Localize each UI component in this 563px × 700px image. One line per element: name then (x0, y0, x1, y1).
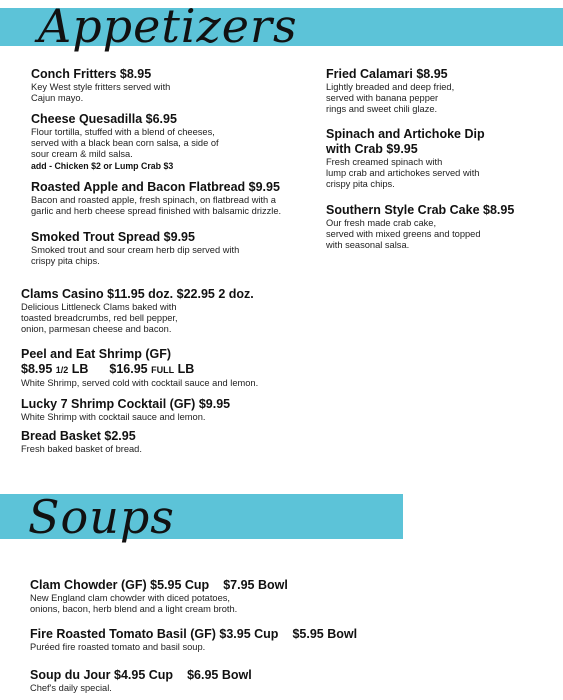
item-name: Roasted Apple and Bacon Flatbread $9.95 (31, 180, 280, 194)
menu-item-tomato-basil (30, 627, 357, 653)
item-desc: Fresh baked basket of bread. (21, 444, 142, 454)
item-price-bowl: $5.95 Bowl (292, 627, 358, 641)
appetizers-title: Appetizers (38, 0, 298, 53)
item-name: Clam Chowder (GF) $5.95 Cup (30, 578, 210, 592)
price-half: $8.95 (21, 362, 53, 376)
item-addon: add - Chicken $2 or Lump Crab $3 (31, 160, 174, 171)
item-desc: garlic and herb cheese spread finished with balsamic drizzle. (31, 206, 282, 217)
item-name: Peel and Eat Shrimp (GF) (21, 347, 172, 361)
item-desc: served with mixed greens and topped (326, 229, 481, 240)
menu-item-fried-calamari (326, 67, 454, 116)
unit-lb: LB (177, 362, 195, 376)
unit-full: FULL (151, 365, 175, 375)
menu-item-spinach-artichoke-dip (326, 127, 485, 191)
item-desc: crispy pita chips. (326, 179, 395, 190)
menu-item-flatbread (31, 180, 281, 217)
item-name: with Crab $9.95 (326, 142, 418, 156)
item-name-line (30, 668, 252, 683)
item-desc: New England clam chowder with diced potatoes, (30, 593, 230, 603)
item-desc: Chef's daily special. (30, 683, 112, 693)
item-desc: with seasonal salsa. (326, 240, 410, 251)
item-name: Fire Roasted Tomato Basil (GF) $3.95 Cup (30, 627, 279, 641)
item-desc: rings and sweet chili glaze. (326, 104, 438, 115)
item-name: Smoked Trout Spread $9.95 (31, 230, 195, 244)
item-desc: lump crab and artichokes served with (326, 168, 480, 179)
item-desc: Puréed fire roasted tomato and basil soup. (30, 642, 206, 652)
price-full: $16.95 (109, 362, 148, 376)
item-price-line (21, 362, 258, 378)
menu-item-cheese-quesadilla (31, 112, 219, 172)
item-name: Conch Fritters $8.95 (31, 67, 152, 81)
item-desc: Lightly breaded and deep fried, (326, 82, 455, 92)
item-desc: White Shrimp, served cold with cocktail sauce and lemon. (21, 378, 259, 388)
item-name: Soup du Jour $4.95 Cup (30, 668, 174, 682)
item-price-bowl: $6.95 Bowl (187, 668, 252, 682)
item-desc: Flour tortilla, stuffed with a blend of cheeses, (31, 127, 215, 137)
item-desc: served with banana pepper (326, 93, 439, 104)
item-desc: White Shrimp with cocktail sauce and lemon. (21, 412, 206, 422)
item-desc: onions, bacon, herb blend and a light cream broth. (30, 604, 238, 615)
menu-item-crab-cake (326, 203, 514, 252)
item-desc: onion, parmesan cheese and bacon. (21, 324, 172, 335)
menu-item-smoked-trout (31, 230, 239, 267)
menu-item-shrimp-cocktail (21, 397, 230, 423)
item-desc: Delicious Littleneck Clams baked with (21, 302, 177, 312)
item-desc: Our fresh made crab cake, (326, 218, 437, 228)
item-name-line (30, 627, 357, 642)
item-desc: Bacon and roasted apple, fresh spinach, on flatbread with a (31, 195, 276, 205)
item-name: Southern Style Crab Cake $8.95 (326, 203, 515, 217)
item-desc: Cajun mayo. (31, 93, 84, 104)
menu-item-clams-casino (21, 287, 254, 336)
item-price-bowl: $7.95 Bowl (223, 578, 288, 592)
item-desc: Smoked trout and sour cream herb dip served with (31, 245, 240, 255)
menu-item-bread-basket (21, 429, 142, 455)
item-name: Fried Calamari $8.95 (326, 67, 448, 81)
item-desc: sour cream & mild salsa. (31, 149, 133, 160)
item-name: Bread Basket $2.95 (21, 429, 136, 443)
item-name: Cheese Quesadilla $6.95 (31, 112, 177, 126)
item-name-line (30, 578, 288, 593)
item-desc: toasted breadcrumbs, red bell pepper, (21, 313, 178, 324)
item-desc: Key West style fritters served with (31, 82, 171, 92)
item-name: Spinach and Artichoke Dip (326, 127, 485, 141)
menu-item-soup-du-jour (30, 668, 252, 694)
unit-lb: LB (71, 362, 89, 376)
item-desc: served with a black bean corn salsa, a side of (31, 138, 219, 149)
menu-item-conch-fritters (31, 67, 170, 104)
menu-item-clam-chowder (30, 578, 288, 615)
item-desc: crispy pita chips. (31, 256, 100, 267)
item-name: Clams Casino $11.95 doz. $22.95 2 doz. (21, 287, 254, 301)
item-name: Lucky 7 Shrimp Cocktail (GF) $9.95 (21, 397, 231, 411)
unit-half: 1/2 (55, 365, 69, 375)
menu-item-peel-eat-shrimp (21, 347, 258, 389)
soups-title: Soups (28, 490, 175, 544)
item-desc: Fresh creamed spinach with (326, 157, 443, 167)
